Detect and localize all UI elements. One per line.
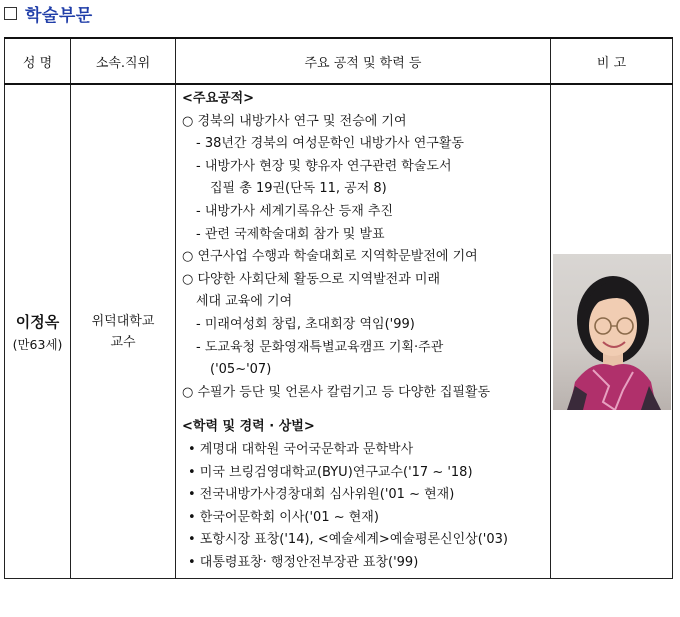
header-row <box>5 38 673 84</box>
achievement-item: - 내방가사 세계기록유산 등재 추진 <box>196 203 394 219</box>
affiliation-org: 위덕대학교 <box>91 313 155 329</box>
achievement-item: - 38년간 경북의 여성문학인 내방가사 연구활동 <box>196 136 464 152</box>
achievement-item: ○ 다양한 사회단체 활동으로 지역발전과 미래 <box>182 271 441 287</box>
achievement-item: ○ 경북의 내방가사 연구 및 전승에 기여 <box>182 113 407 129</box>
achievement-item: 세대 교육에 기여 <box>196 294 293 310</box>
person-age: (만63세) <box>12 336 63 352</box>
header-affiliation: 소속.직위 <box>71 38 176 84</box>
name-cell <box>5 84 71 579</box>
table-row <box>5 84 673 579</box>
achievements-cell <box>176 84 551 579</box>
person-name: 이정옥 <box>15 312 60 331</box>
portrait-photo <box>553 254 671 410</box>
header-name: 성 명 <box>5 38 71 84</box>
achievements-heading: <주요공적> <box>182 91 255 106</box>
header-achievements: 주요 공적 및 학력 등 <box>176 38 551 84</box>
achievement-item: - 미래여성회 창립, 초대회장 역임('99) <box>196 316 415 332</box>
section-header <box>4 0 93 26</box>
note-cell <box>551 84 673 579</box>
award-table <box>4 37 673 579</box>
achievement-item: - 내방가사 현장 및 향유자 연구관련 학술도서 <box>196 158 452 174</box>
achievements-list <box>182 111 546 405</box>
education-heading: <학력 및 경력 · 상벌> <box>182 419 315 435</box>
education-item: • 미국 브링검영대학교(BYU)연구교수('17 ~ '18) <box>188 464 473 480</box>
education-item: • 한국어문학회 이사('01 ~ 현재) <box>188 509 379 525</box>
section-title: 학술부문 <box>25 5 93 26</box>
education-item: • 계명대 대학원 국어국문학과 문학박사 <box>188 441 414 457</box>
portrait-icon <box>553 254 671 410</box>
checkbox-icon <box>4 7 17 20</box>
affiliation-cell <box>71 84 176 579</box>
education-item: • 전국내방가사경창대회 심사위원('01 ~ 현재) <box>188 487 455 503</box>
education-item: • 포항시장 표창('14), <예술세계>예술평론신인상('03) <box>188 532 508 548</box>
achievement-item: ('05~'07) <box>210 362 272 378</box>
achievement-item: - 관련 국제학술대회 참가 및 발표 <box>196 226 385 242</box>
achievement-item: ○ 연구사업 수행과 학술대회로 지역학문발전에 기여 <box>182 249 478 265</box>
header-note: 비 고 <box>551 38 673 84</box>
education-list <box>182 439 546 575</box>
achievement-item: ○ 수필가 등단 및 언론사 칼럼기고 등 다양한 집필활동 <box>182 384 491 400</box>
education-item: • 대통령표창· 행정안전부장관 표창('99) <box>188 554 419 570</box>
achievement-item: - 도교육청 문화영재특별교육캠프 기획·주관 <box>196 339 444 355</box>
affiliation-title: 교수 <box>110 334 136 350</box>
achievement-item: 집필 총 19권(단독 11, 공저 8) <box>210 181 387 197</box>
